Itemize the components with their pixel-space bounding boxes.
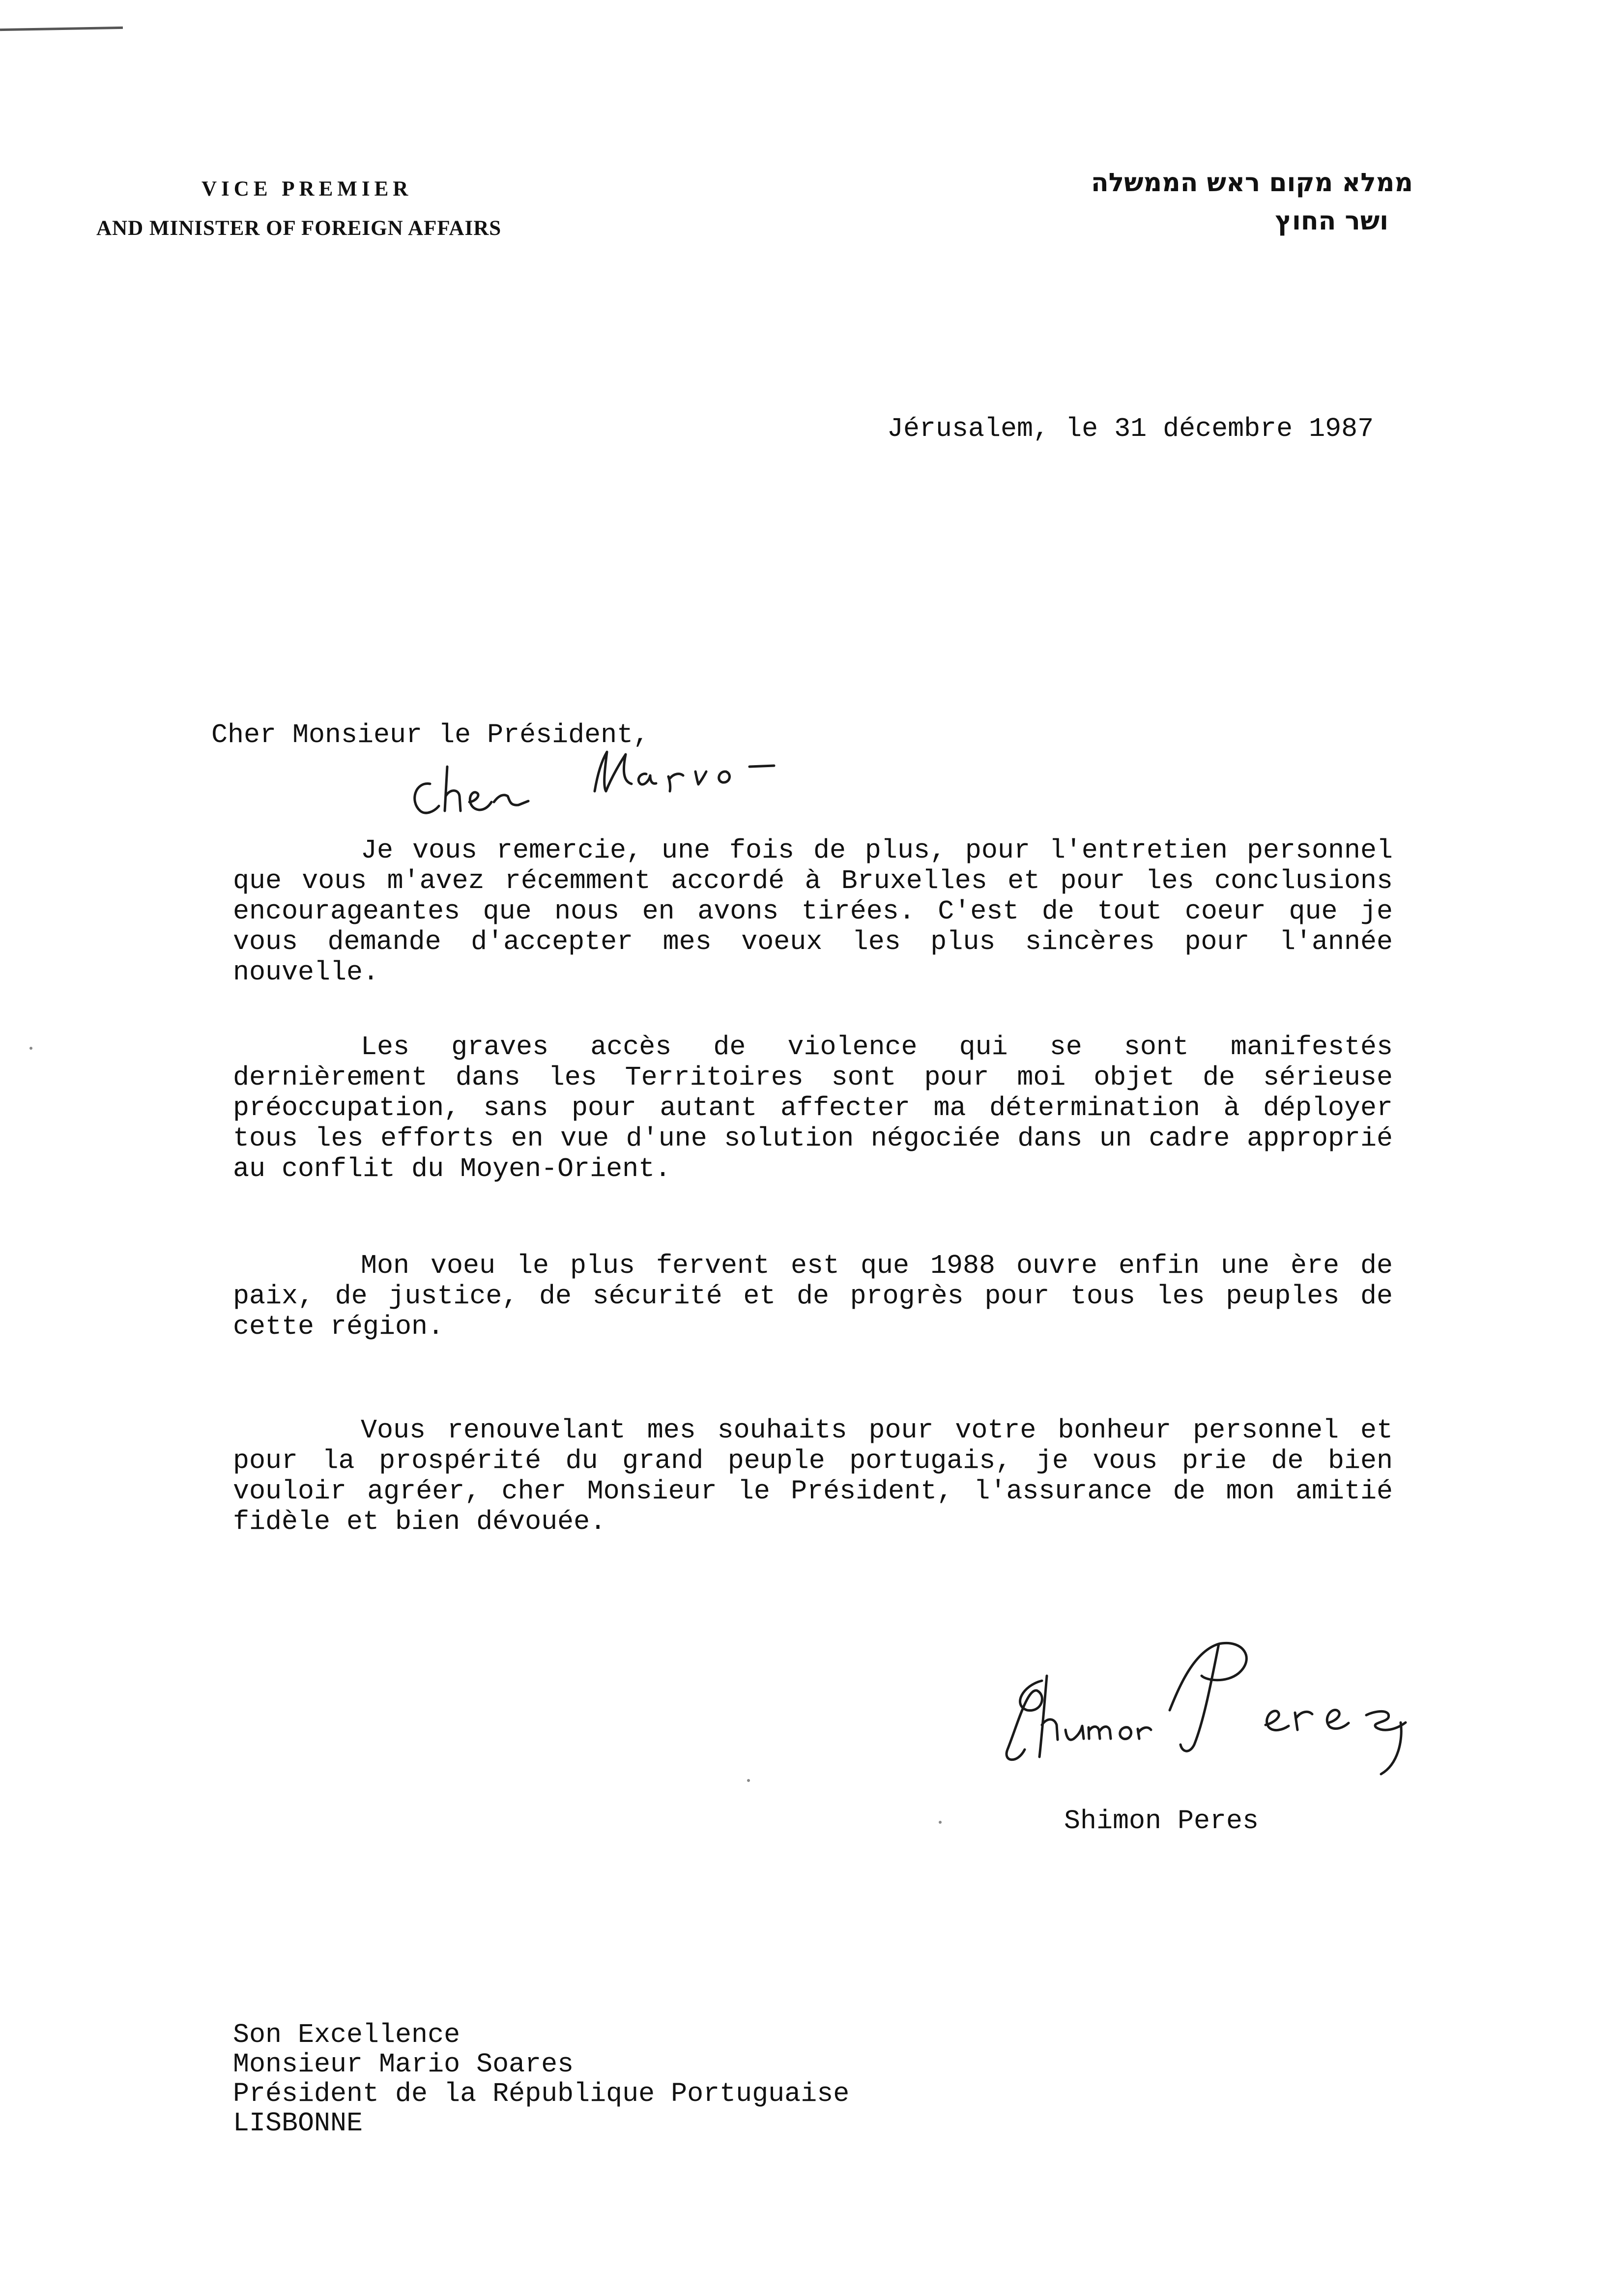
- letterhead-title-line2: AND MINISTER OF FOREIGN AFFAIRS: [96, 217, 502, 240]
- letterhead-title-line1: VICE PREMIER: [202, 177, 413, 201]
- recipient-line2: Monsieur Mario Soares: [233, 2049, 574, 2080]
- recipient-line4: LISBONNE: [233, 2108, 363, 2139]
- scan-artifact-line: [0, 27, 123, 31]
- body-paragraph-1: Je vous remercie, une fois de plus, pour l'entretien personnel que vous m'avez récemment accordé à Bruxelles et pour les conclusions encourageantes que nous en avons tirées. C'est de tout coeur que je vous demande d'accepter mes voeux les plus sincères pour l'année nouvelle.: [233, 835, 1393, 988]
- body-paragraph-3: Mon voeu le plus fervent est que 1988 ouvre enfin une ère de paix, de justice, de sécurité et de progrès pour tous les peuples de cette région.: [233, 1250, 1393, 1342]
- body-paragraph-2: Les graves accès de violence qui se sont manifestés dernièrement dans les Territoires sont pour moi objet de sérieuse préoccupation, sans pour autant affecter ma détermination à déployer tous les efforts en vue d'une solution négociée dans un cadre approprié au conflit du Moyen-Orient.: [233, 1032, 1393, 1184]
- recipient-line1: Son Excellence: [233, 2019, 461, 2050]
- letter-date: Jérusalem, le 31 décembre 1987: [887, 413, 1374, 444]
- handwritten-signature: [988, 1622, 1420, 1799]
- handwritten-greeting: [401, 737, 818, 826]
- letterhead-hebrew-line2: ושר החוץ: [1275, 206, 1388, 236]
- salutation: Cher Monsieur le Président,: [211, 719, 650, 750]
- letterhead-hebrew-line1: ממלא מקום ראש הממשלה: [1091, 168, 1413, 198]
- body-paragraph-4: Vous renouvelant mes souhaits pour votre bonheur personnel et pour la prospérité du grand peuple portugais, je vous prie de bien vouloir agréer, cher Monsieur le Président, l'assurance de mon amitié fidèle et bien dévouée.: [233, 1415, 1393, 1537]
- scan-speck: [29, 1047, 32, 1050]
- signer-name: Shimon Peres: [1064, 1806, 1259, 1837]
- recipient-line3: Président de la République Portuguaise: [233, 2078, 850, 2109]
- scan-speck: [747, 1779, 750, 1782]
- scan-speck: [939, 1821, 942, 1824]
